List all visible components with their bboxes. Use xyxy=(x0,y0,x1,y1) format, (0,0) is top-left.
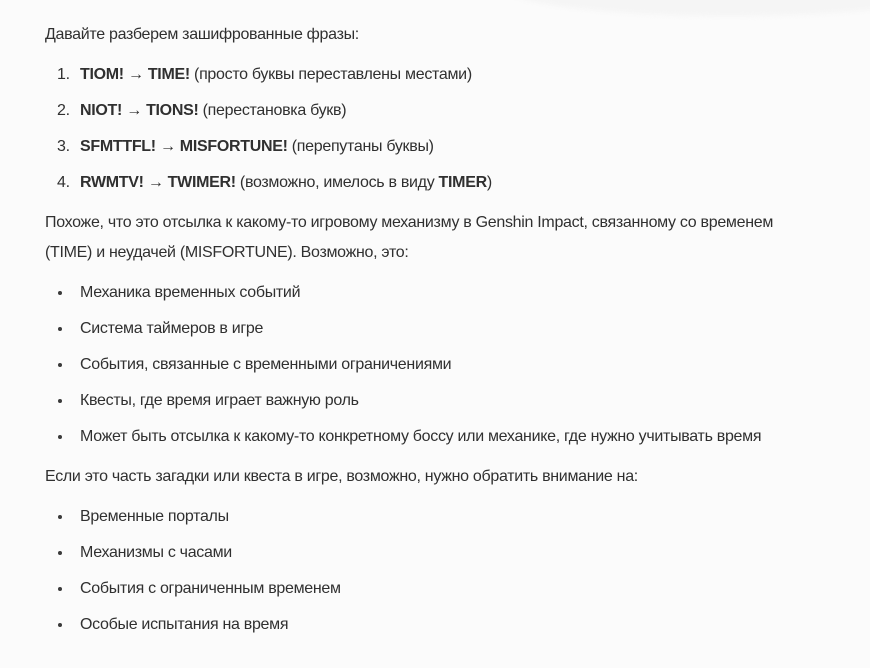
cipher-item xyxy=(45,172,825,194)
hint-paragraph: Если это часть загадки или квеста в игре, возможно, нужно обратить внимание на: xyxy=(45,468,638,485)
list-item xyxy=(45,426,825,448)
bullet-icon xyxy=(58,587,62,591)
bullet-icon xyxy=(58,435,62,439)
intro-paragraph: Давайте разберем зашифрованные фразы: xyxy=(45,26,359,43)
list-item-text: Временные порталы xyxy=(80,508,229,525)
list-item-text: Механика временных событий xyxy=(80,284,301,301)
bullet-icon xyxy=(58,551,62,555)
list-item xyxy=(45,506,825,528)
bullet-icon xyxy=(58,623,62,627)
cipher-item-text: SFMTTFL! → MISFORTUNE! (перепутаны буквы) xyxy=(80,138,434,155)
item-number: 2. xyxy=(57,102,70,119)
list-item-text: Система таймеров в игре xyxy=(80,320,264,337)
bullet-icon xyxy=(58,363,62,367)
cipher-item-text: TIOM! → TIME! (просто буквы переставлены местами) xyxy=(80,66,472,83)
list-item xyxy=(45,542,825,564)
list-item-text: События с ограниченным временем xyxy=(80,580,341,597)
cipher-item xyxy=(45,136,825,158)
list-item xyxy=(45,614,825,636)
previous-bubble-corner-artifact xyxy=(500,0,870,16)
analysis-paragraph: Похоже, что это отсылка к какому-то игровому механизму в Genshin Impact, связанному со временем (TIME) и неудачей (MISFORTUNE). Возможно, это: xyxy=(45,214,774,261)
list-item-text: Квесты, где время играет важную роль xyxy=(80,392,359,409)
list-item-text: Особые испытания на время xyxy=(80,616,289,633)
bullet-icon xyxy=(58,399,62,403)
list-item-text: Может быть отсылка к какому-то конкретному боссу или механике, где нужно учитывать время xyxy=(80,428,762,445)
item-number: 1. xyxy=(57,66,70,83)
possibilities-list xyxy=(45,282,825,448)
assistant-message xyxy=(45,20,825,636)
cipher-item-text: RWMTV! → TWIMER! (возможно, имелось в виду TIMER) xyxy=(80,174,492,191)
item-number: 4. xyxy=(57,174,70,191)
list-item xyxy=(45,354,825,376)
cipher-list xyxy=(45,64,825,194)
bullet-icon xyxy=(58,515,62,519)
list-item xyxy=(45,318,825,340)
cipher-item xyxy=(45,100,825,122)
item-number: 3. xyxy=(57,138,70,155)
list-item-text: События, связанные с временными ограничениями xyxy=(80,356,452,373)
cipher-item-text: NIOT! → TIONS! (перестановка букв) xyxy=(80,102,347,119)
list-item xyxy=(45,578,825,600)
list-item xyxy=(45,282,825,304)
bullet-icon xyxy=(58,291,62,295)
cipher-item xyxy=(45,64,825,86)
attention-list xyxy=(45,506,825,636)
list-item xyxy=(45,390,825,412)
bullet-icon xyxy=(58,327,62,331)
list-item-text: Механизмы с часами xyxy=(80,544,232,561)
